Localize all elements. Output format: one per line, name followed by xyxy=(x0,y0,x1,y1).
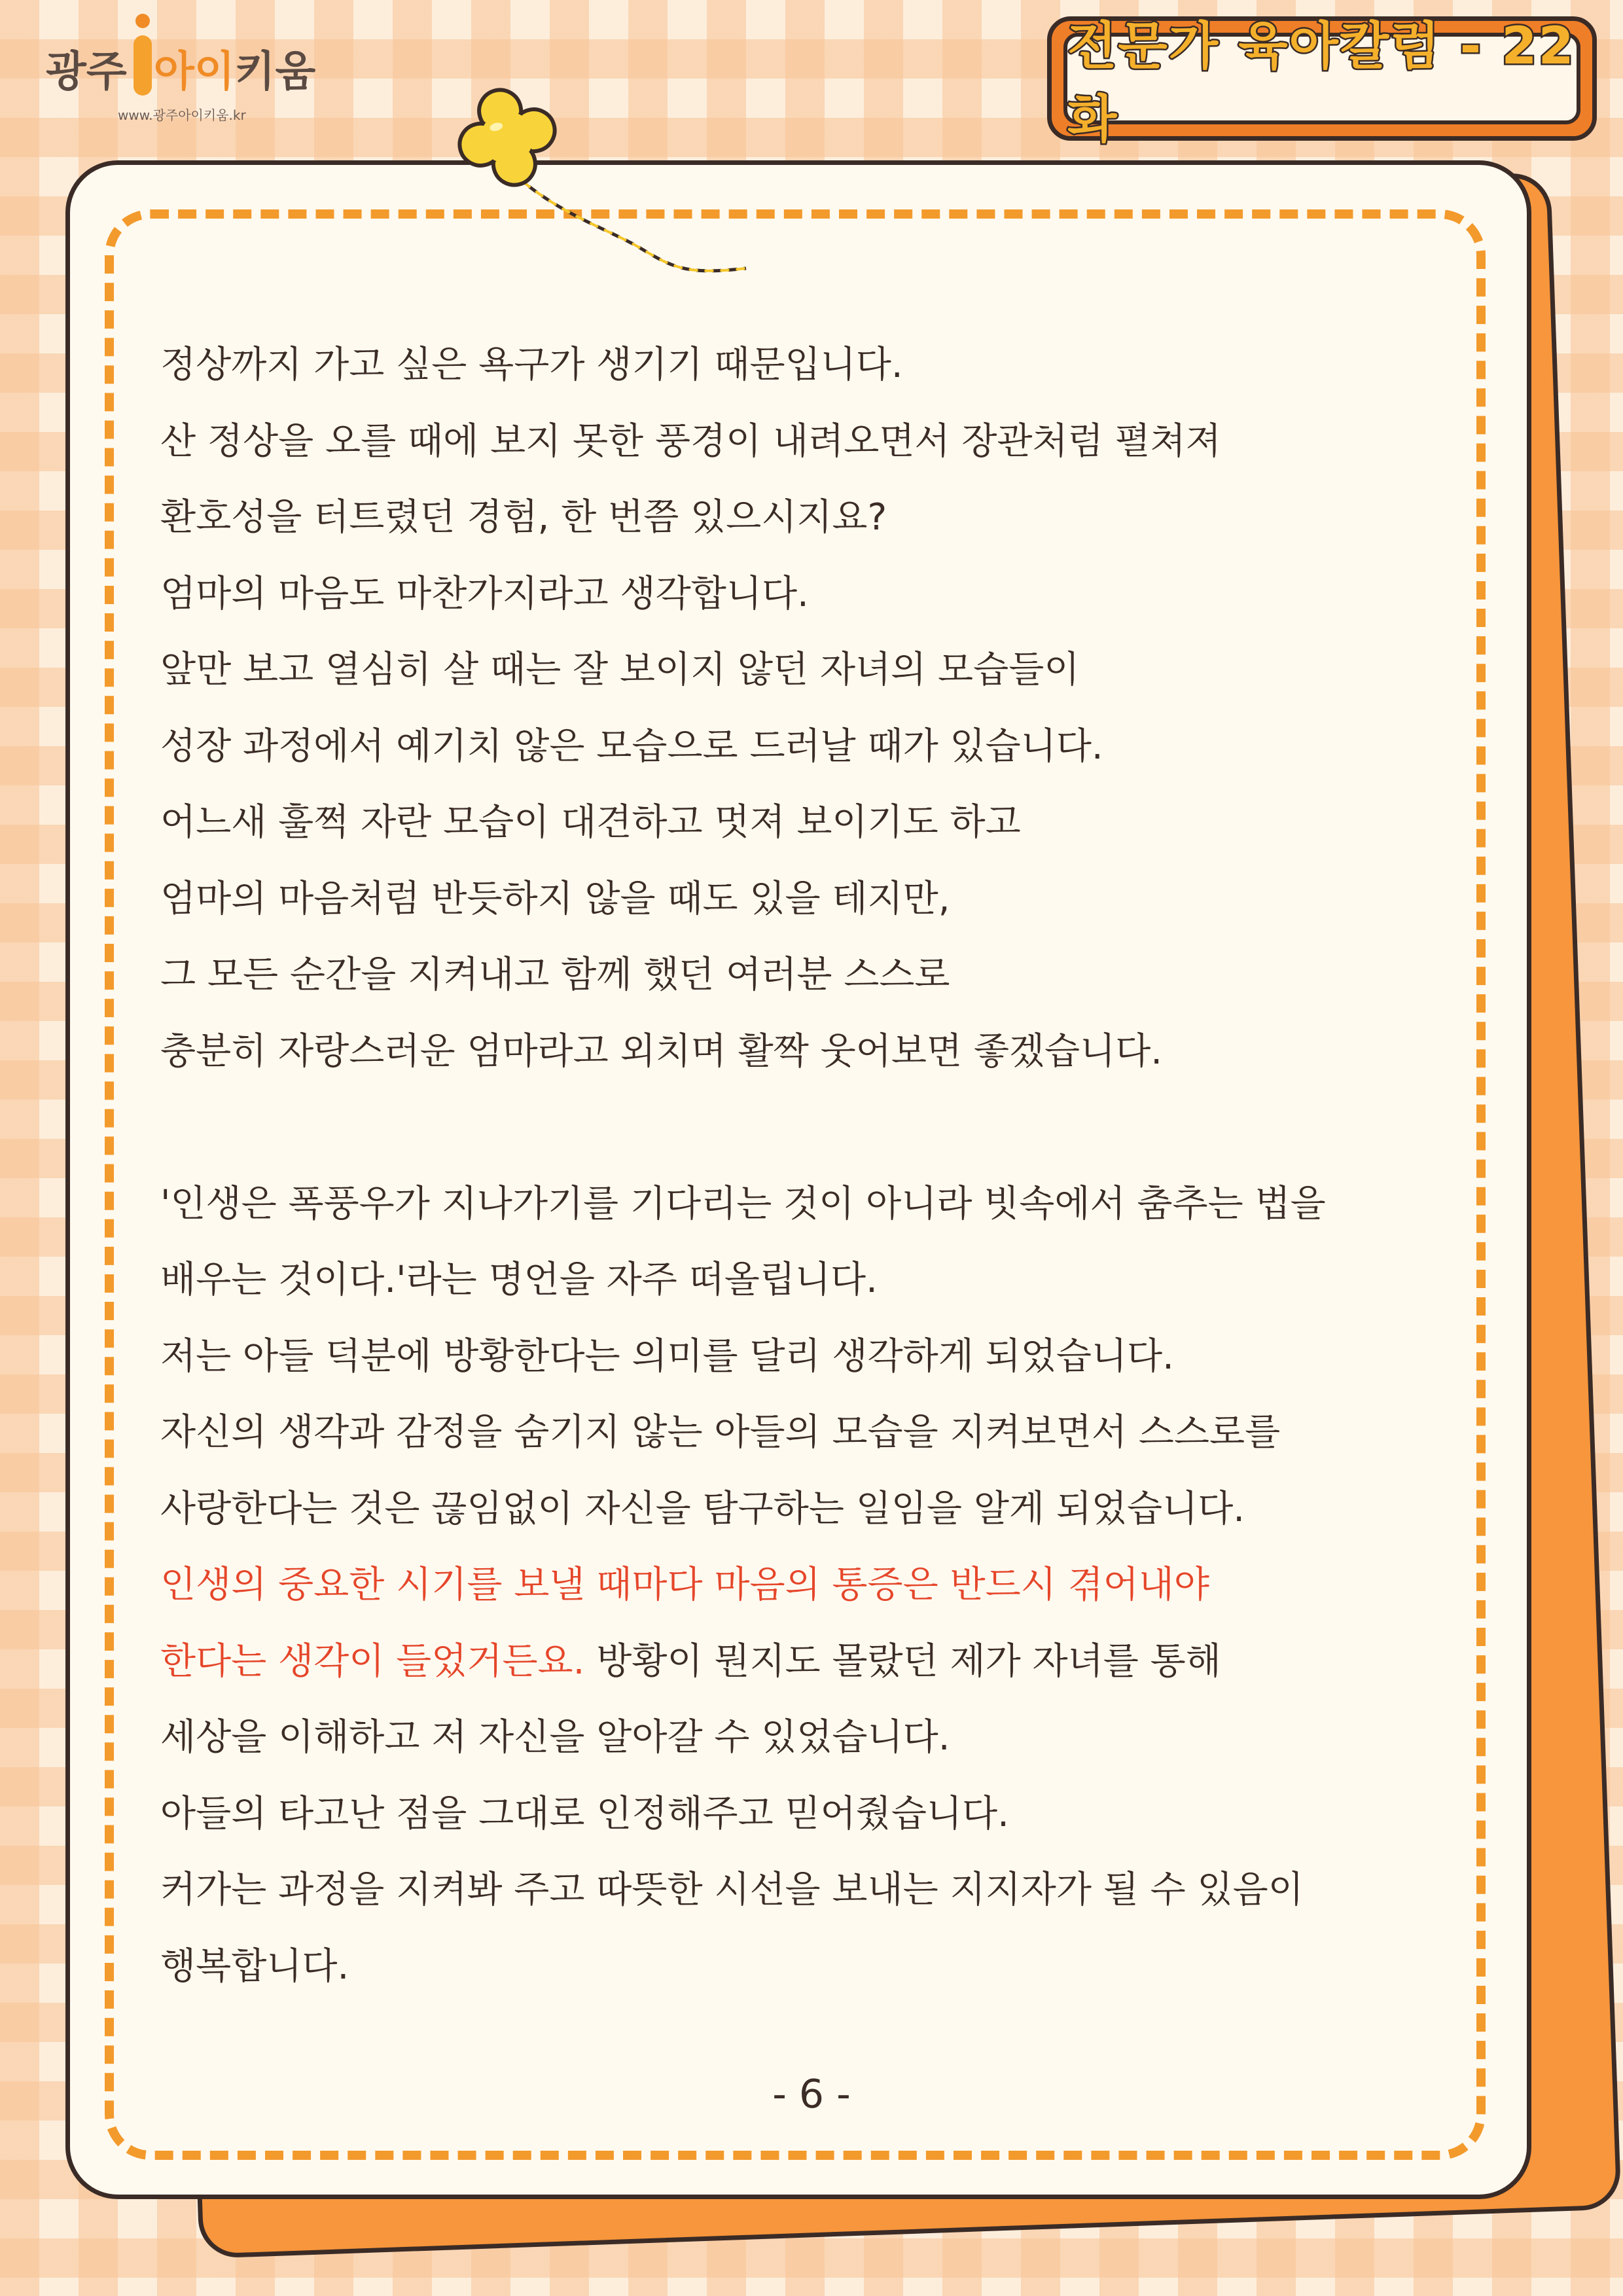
logo-i-icon xyxy=(128,13,157,98)
text-line: 커가는 과정을 지켜봐 주고 따뜻한 시선을 보내는 지지자가 될 수 있음이 xyxy=(160,1869,1304,1911)
text-line: 산 정상을 오를 때에 보지 못한 풍경이 내려오면서 장관처럼 펼쳐져 xyxy=(160,420,1221,463)
logo-text-rest: 키움 xyxy=(234,48,316,96)
text-line: 정상까지 가고 싶은 욕구가 생기기 때문입니다. xyxy=(160,344,903,386)
text-after-highlight: 방황이 뭔지도 몰랐던 제가 자녀를 통해 xyxy=(584,1640,1221,1683)
logo-url: www.광주아이키움.kr xyxy=(118,107,246,123)
text-line: 엄마의 마음도 마찬가지라고 생각합니다. xyxy=(160,572,809,615)
text-line: 그 모든 순간을 지켜내고 함께 했던 여러분 스스로 xyxy=(160,954,950,996)
text-line: 아들의 타고난 점을 그대로 인정해주고 믿어줬습니다. xyxy=(160,1792,1009,1835)
text-line: 환호성을 터트렸던 경험, 한 번쯤 있으시지요? xyxy=(160,496,887,539)
logo xyxy=(46,13,321,131)
text-line: 행복합니다. xyxy=(160,1945,349,1988)
highlight-tail: 한다는 생각이 들었거든요. xyxy=(160,1640,585,1683)
text-line: 자신의 생각과 감정을 숨기지 않는 아들의 모습을 지켜보면서 스스로를 xyxy=(160,1411,1281,1454)
highlight-line: 인생의 중요한 시기를 보낼 때마다 마음의 통증은 반드시 겪어내야 xyxy=(160,1564,1209,1606)
title-inner xyxy=(1063,17,1580,149)
text-line: 사랑한다는 것은 끊임없이 자신을 탐구하는 일임을 알게 되었습니다. xyxy=(160,1487,1245,1530)
mixed-line xyxy=(160,1624,1456,1700)
logo-text-right xyxy=(154,38,315,98)
text-line: 어느새 훌쩍 자란 모습이 대견하고 멋져 보이기도 하고 xyxy=(160,801,1021,844)
page-title: 전문가 육아칼럼 - 22화 xyxy=(1067,17,1575,149)
text-line: 엄마의 마음처럼 반듯하지 않을 때도 있을 테지만, xyxy=(160,877,950,920)
title-badge xyxy=(1047,16,1597,149)
article-body xyxy=(160,327,1456,2005)
text-line: '인생은 폭풍우가 지나가기를 기다리는 것이 아니라 빗속에서 춤추는 법을 xyxy=(160,1182,1326,1225)
text-line: 성장 과정에서 예기치 않은 모습으로 드러날 때가 있습니다. xyxy=(160,725,1103,768)
flower-clip-icon xyxy=(445,79,772,288)
text-line: 세상을 이해하고 저 자신을 알아갈 수 있었습니다. xyxy=(160,1716,950,1759)
text-line: 앞만 보고 열심히 살 때는 잘 보이지 않던 자녀의 모습들이 xyxy=(160,649,1080,691)
text-line: 충분히 자랑스러운 엄마라고 외치며 활짝 웃어보면 좋겠습니다. xyxy=(160,1030,1163,1073)
logo-text-left: 광주 xyxy=(46,48,127,96)
text-line: 저는 아들 덕분에 방황한다는 의미를 달리 생각하게 되었습니다. xyxy=(160,1335,1174,1378)
logo-text-accent: 아이 xyxy=(154,48,235,96)
paragraph-gap xyxy=(160,1090,1456,1166)
text-line: 배우는 것이다.'라는 명언을 자주 떠올립니다. xyxy=(160,1259,878,1301)
page-number: - 6 - xyxy=(772,2072,851,2117)
